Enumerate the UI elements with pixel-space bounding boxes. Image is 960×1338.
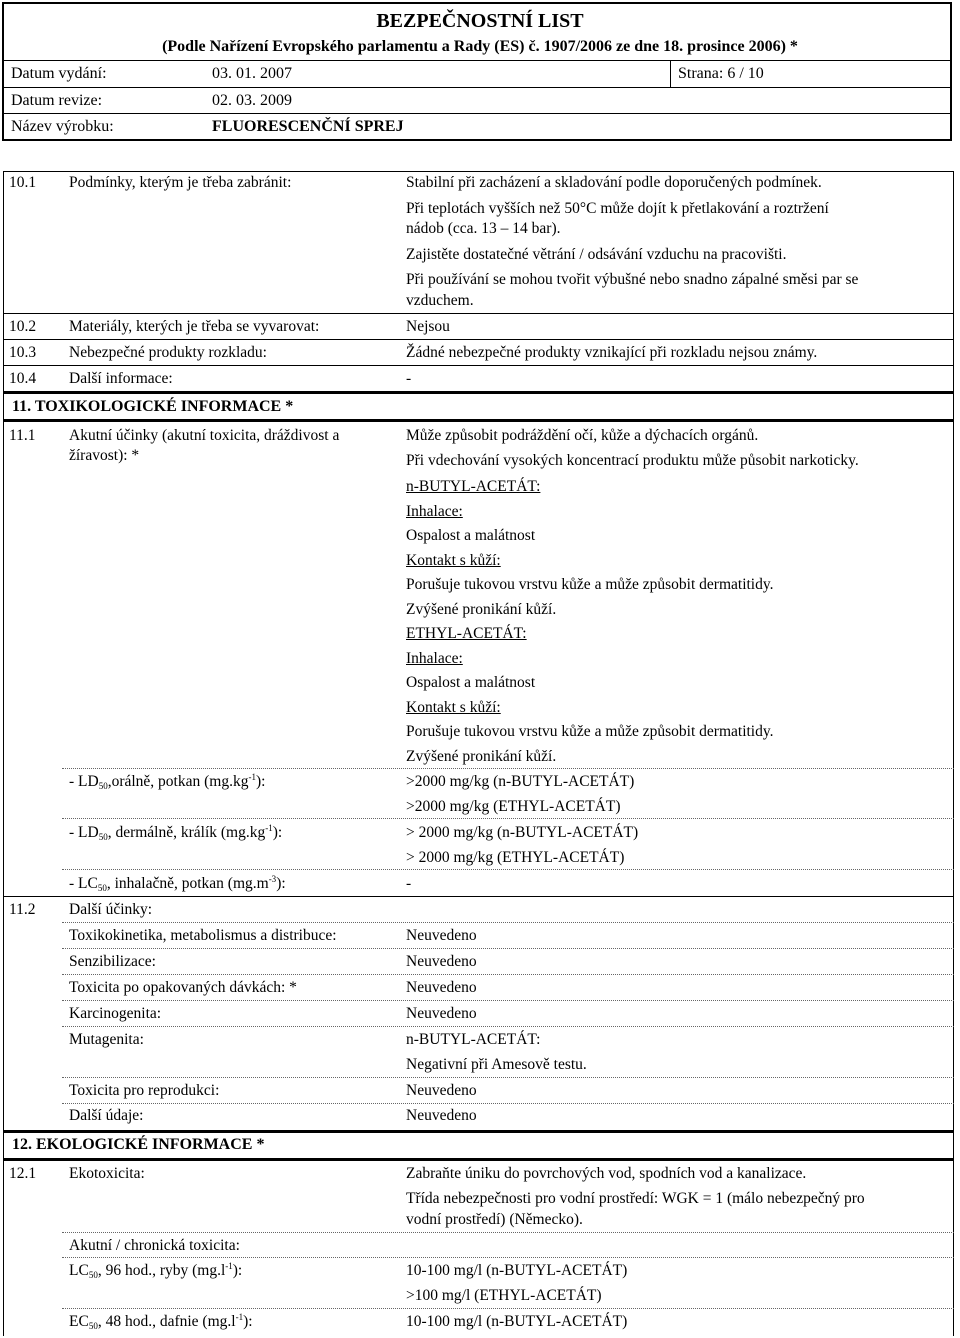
row-12-1-number: 12.1 (9, 1165, 37, 1182)
row-10-3-value: Žádné nebezpečné produkty vznikající při rozkladu nejsou známy. (406, 344, 818, 361)
row-divider (62, 1103, 954, 1104)
lc50-fish-value-1: 10-100 mg/l (n-BUTYL-ACETÁT) (406, 1262, 628, 1279)
row-divider (62, 1257, 954, 1258)
row-10-1-line-2: Při teplotách vyšších než 50°C může dojít k přetlakování a roztržení (406, 200, 829, 217)
row-10-1-label: Podmínky, kterým je třeba zabránit: (69, 174, 292, 191)
row-12-1-line-1: Zabraňte úniku do povrchových vod, spodních vod a kanalizace. (406, 1165, 807, 1182)
product-name-value: FLUORESCENČNÍ SPREJ (212, 118, 404, 135)
nbutyl-heading: n-BUTYL-ACETÁT: (406, 478, 541, 495)
row-divider (62, 869, 954, 870)
section-12-heading: 12. EKOLOGICKÉ INFORMACE * (12, 1136, 265, 1153)
ethyl-skin-value-2: Zvýšené pronikání kůží. (406, 748, 557, 765)
row-10-2-value: Nejsou (406, 318, 450, 335)
nbutyl-skin-value-2: Zvýšené pronikání kůží. (406, 601, 557, 618)
reproductive-toxicity-value: Neuvedeno (406, 1082, 477, 1099)
row-12-1-label: Ekotoxicita: (69, 1165, 145, 1182)
row-divider (62, 1077, 954, 1078)
ld50-dermal-value-2: > 2000 mg/kg (ETHYL-ACETÁT) (406, 849, 625, 866)
row-divider (62, 974, 954, 975)
document-title: BEZPEČNOSTNÍ LIST (376, 10, 584, 32)
nbutyl-skin-label: Kontakt s kůží: (406, 552, 501, 569)
other-data-label: Další údaje: (69, 1107, 144, 1124)
toxicokinetics-label: Toxikokinetika, metabolismus a distribuce: (69, 927, 337, 944)
row-divider (62, 1026, 954, 1027)
ec50-daphnia-label: $EC_{50}$, 48 hod., dafnie $(mg.l^{-1})$: (69, 1312, 253, 1331)
lc50-inhalation-value: - (406, 875, 412, 892)
mutagenicity-label: Mutagenita: (69, 1031, 144, 1048)
section-12-heading-top (3, 1130, 954, 1133)
row-10-1-number: 10.1 (9, 174, 37, 191)
carcinogenicity-value: Neuvedeno (406, 1005, 477, 1022)
lc50-inhalation-label: - $LC_{50}$, inhalačně, potkan $(mg.m^{-3})$: (69, 874, 286, 893)
table-right-border (953, 171, 954, 1336)
row-12-1-line-2: Třída nebezpečnosti pro vodní prostředí: WGK = 1 (málo nebezpečný pro (406, 1190, 865, 1207)
repeated-dose-value: Neuvedeno (406, 979, 477, 996)
nbutyl-inhalation-label: Inhalace: (406, 503, 463, 520)
row-divider (62, 1000, 954, 1001)
repeated-dose-label: Toxicita po opakovaných dávkách: * (69, 979, 297, 996)
ld50-oral-value-1: >2000 mg/kg (n-BUTYL-ACETÁT) (406, 773, 635, 790)
row-10-1-line-4: Zajistěte dostatečné větrání / odsávání vzduchu na pracovišti. (406, 246, 787, 263)
ec50-daphnia-value-1: 10-100 mg/l (n-BUTYL-ACETÁT) (406, 1313, 628, 1330)
table-top-border (3, 171, 954, 172)
acute-chronic-toxicity-label: Akutní / chronická toxicita: (69, 1237, 240, 1254)
nbutyl-inhalation-value: Ospalost a malátnost (406, 527, 536, 544)
row-10-3-label: Nebezpečné produkty rozkladu: (69, 344, 267, 361)
ethyl-inhalation-value: Ospalost a malátnost (406, 674, 536, 691)
ethyl-heading: ETHYL-ACETÁT: (406, 625, 527, 642)
row-divider (62, 818, 954, 819)
section-11-heading-top (3, 391, 954, 394)
other-data-value: Neuvedeno (406, 1107, 477, 1124)
row-10-4-value: - (406, 370, 412, 387)
row-11-2-label: Další účinky: (69, 901, 153, 918)
issue-date-value: 03. 01. 2007 (212, 65, 292, 82)
mutagenicity-value-2: Negativní při Amesově testu. (406, 1056, 587, 1073)
row-divider (3, 896, 954, 897)
ld50-oral-label: - $LD_{50},orá\ln ě$, potkan $(mg.kg^{-1})$: (69, 772, 266, 791)
row-divider (62, 948, 954, 949)
row-divider (62, 1308, 954, 1309)
row-11-1-label-line-1: Akutní účinky (akutní toxicita, dráždivost a (69, 427, 340, 444)
issue-date-label: Datum vydání: (11, 65, 107, 82)
ld50-dermal-label: - $LD_{50}$, dermálně, králík $(mg.kg^{-1})$: (69, 823, 283, 842)
nbutyl-skin-value-1: Porušuje tukovou vrstvu kůže a může způsobit dermatitidy. (406, 576, 774, 593)
header-divider-1 (4, 60, 950, 61)
reproductive-toxicity-label: Toxicita pro reprodukci: (69, 1082, 220, 1099)
row-11-1-label-line-2: žíravost): * (69, 447, 140, 464)
row-divider (62, 922, 954, 923)
row-divider (62, 768, 954, 769)
header-divider-3 (4, 113, 950, 114)
row-10-2-label: Materiály, kterých je třeba se vyvarovat: (69, 318, 320, 335)
row-12-1-line-3: vodní prostředí) (Německo). (406, 1211, 583, 1228)
lc50-fish-label: $LC_{50}$, 96 hod., ryby $(mg.l^{-1})$: (69, 1261, 243, 1280)
row-divider (3, 365, 954, 366)
ethyl-skin-value-1: Porušuje tukovou vrstvu kůže a může způsobit dermatitidy. (406, 723, 774, 740)
row-divider (62, 1232, 954, 1233)
acute-effect-2: Při vdechování vysokých koncentrací produktu může působit narkoticky. (406, 452, 859, 469)
row-10-4-label: Další informace: (69, 370, 173, 387)
page-number: Strana: 6 / 10 (678, 65, 764, 82)
document-subtitle: (Podle Nařízení Evropského parlamentu a Rady (ES) č. 1907/2006 ze dne 18. prosince 2006) * (162, 38, 798, 55)
ld50-dermal-value-1: > 2000 mg/kg (n-BUTYL-ACETÁT) (406, 824, 639, 841)
toxicokinetics-value: Neuvedeno (406, 927, 477, 944)
section-11-heading: 11. TOXIKOLOGICKÉ INFORMACE * (12, 398, 294, 415)
row-divider (3, 313, 954, 314)
row-10-1-line-1: Stabilní při zacházení a skladování podle doporučených podmínek. (406, 174, 822, 191)
row-divider (3, 339, 954, 340)
acute-effect-1: Může způsobit podráždění očí, kůže a dýchacích orgánů. (406, 427, 759, 444)
row-10-1-line-6: vzduchem. (406, 292, 474, 309)
row-10-1-line-5: Při používání se mohou tvořit výbušné nebo snadno zápalné směsi par se (406, 271, 859, 288)
table-left-border (3, 171, 4, 1336)
header-divider-2 (4, 87, 950, 88)
sensitization-value: Neuvedeno (406, 953, 477, 970)
row-11-2-number: 11.2 (9, 901, 36, 918)
product-name-label: Název výrobku: (11, 118, 114, 135)
header-page-divider (670, 60, 671, 87)
row-10-4-number: 10.4 (9, 370, 37, 387)
section-12-heading-bottom (3, 1158, 954, 1161)
sensitization-label: Senzibilizace: (69, 953, 156, 970)
ld50-oral-value-2: >2000 mg/kg (ETHYL-ACETÁT) (406, 798, 621, 815)
revision-date-value: 02. 03. 2009 (212, 92, 292, 109)
ethyl-skin-label: Kontakt s kůží: (406, 699, 501, 716)
carcinogenicity-label: Karcinogenita: (69, 1005, 162, 1022)
revision-date-label: Datum revize: (11, 92, 103, 109)
row-10-2-number: 10.2 (9, 318, 37, 335)
section-11-heading-bottom (3, 419, 954, 422)
lc50-fish-value-2: >100 mg/l (ETHYL-ACETÁT) (406, 1287, 602, 1304)
mutagenicity-value-1: n-BUTYL-ACETÁT: (406, 1031, 541, 1048)
ethyl-inhalation-label: Inhalace: (406, 650, 463, 667)
row-10-1-line-3: nádob (cca. 13 – 14 bar). (406, 220, 561, 237)
row-10-3-number: 10.3 (9, 344, 37, 361)
row-11-1-number: 11.1 (9, 427, 36, 444)
